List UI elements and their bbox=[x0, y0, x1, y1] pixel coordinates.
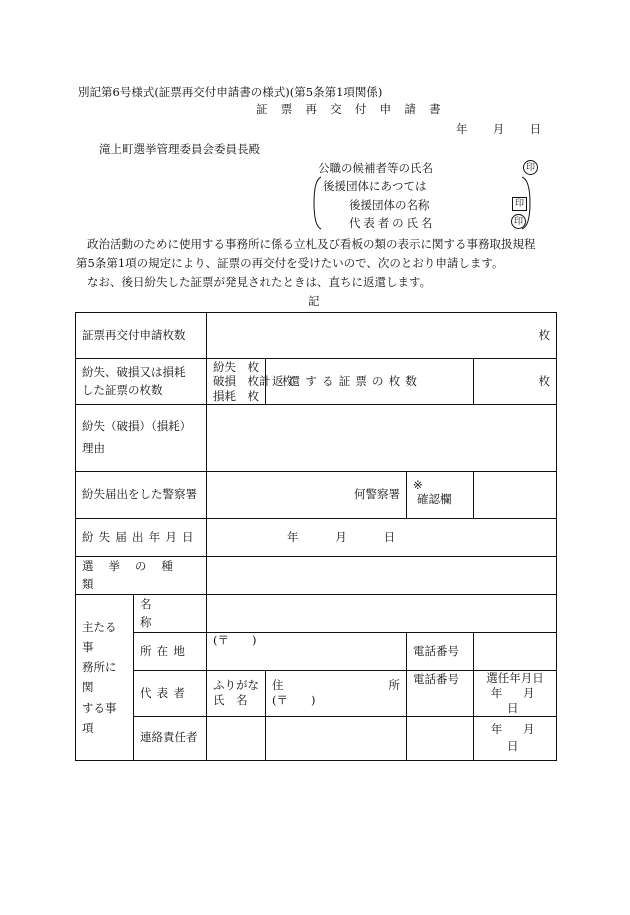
address-label bbox=[272, 678, 400, 693]
representative-address-field[interactable] bbox=[266, 671, 407, 717]
group-name-label: 後援団体の名称 bbox=[349, 198, 430, 212]
contact-person-phone-field[interactable] bbox=[407, 716, 474, 760]
unit-label: 枚 bbox=[538, 327, 550, 342]
contact-person-label: 連絡責任者 bbox=[134, 716, 207, 760]
seal-mark: 印 bbox=[523, 160, 538, 175]
location-field[interactable] bbox=[207, 633, 407, 671]
main-office-label bbox=[76, 595, 134, 761]
contact-date-value: 年 月 日 bbox=[490, 721, 556, 754]
loss-count: 紛失 枚 bbox=[213, 359, 259, 374]
representative-name-label: 代表者の氏名 bbox=[349, 216, 436, 230]
support-group-intro: 後援団体にあつては bbox=[323, 179, 427, 193]
form-reference: 別記第6号様式(証票再交付申請書の様式)(第5条第1項関係) bbox=[78, 85, 383, 99]
addressee: 滝上町選挙管理委員会委員長殿 bbox=[99, 142, 260, 156]
police-station-label: 紛失届出をした警察署 bbox=[76, 472, 207, 519]
confirm-label bbox=[407, 472, 474, 519]
police-station-field[interactable] bbox=[207, 472, 407, 519]
lost-count-label-line: した証票の枚数 bbox=[82, 382, 163, 397]
reason-label-line: 紛失（破損）（損耗） bbox=[82, 419, 192, 434]
return-count-label: 返還する証票の枚数 bbox=[266, 359, 474, 405]
location-phone-field[interactable] bbox=[474, 633, 557, 671]
full-name-label: 氏 名 bbox=[213, 693, 248, 708]
representative-name-field[interactable] bbox=[207, 671, 266, 717]
note-mark: ※ bbox=[413, 478, 423, 493]
wear-count: 損耗 枚 bbox=[213, 388, 259, 403]
location-label: 所在地 bbox=[134, 633, 207, 671]
election-type-field[interactable] bbox=[207, 557, 557, 595]
bracket-left bbox=[313, 176, 323, 230]
report-date-field[interactable] bbox=[207, 519, 557, 557]
lost-breakdown-field[interactable] bbox=[207, 359, 294, 405]
address-label-char: 所 bbox=[388, 678, 400, 693]
confirm-label-text: 確認欄 bbox=[417, 492, 452, 506]
seal-mark: 印 bbox=[511, 214, 526, 229]
confirm-field[interactable] bbox=[474, 472, 557, 519]
appointment-date-field[interactable] bbox=[474, 671, 557, 717]
appointment-date-value: 年 月 日 bbox=[490, 685, 556, 715]
reissue-count-field[interactable] bbox=[207, 313, 557, 359]
reason-field[interactable] bbox=[207, 405, 557, 472]
address-label-char: 住 bbox=[272, 678, 284, 693]
body-paragraph-line: 政治活動のために使用する事務所に係る立札及び看板の類の表示に関する事務取扱規程 bbox=[87, 237, 536, 251]
ki-heading: 記 bbox=[308, 294, 320, 308]
office-name-label: 名称 bbox=[134, 595, 207, 633]
furigana-label: ふりがな bbox=[213, 678, 259, 693]
police-station-suffix: 何警察署 bbox=[354, 487, 400, 502]
contact-person-name-field[interactable] bbox=[207, 716, 266, 760]
report-date-label: 紛失届出年月日 bbox=[76, 519, 207, 557]
reason-label bbox=[76, 405, 207, 472]
postal-code-field: (〒 ) bbox=[213, 633, 257, 647]
office-name-field[interactable] bbox=[207, 595, 557, 633]
reason-label-line: 理由 bbox=[82, 441, 105, 455]
body-paragraph-line: 第5条第1項の規定により、証票の再交付を受けたいので、次のとおり申請します。 bbox=[76, 256, 504, 270]
appointment-date-label: 選任年月日 bbox=[486, 671, 544, 685]
contact-person-field[interactable] bbox=[266, 716, 407, 760]
reissue-count-label: 証票再交付申請枚数 bbox=[76, 313, 207, 359]
return-count-field[interactable] bbox=[474, 359, 557, 405]
main-office-label-line: 主たる事 bbox=[82, 620, 117, 655]
lost-count-label-line: 紛失、破損又は損耗 bbox=[82, 364, 186, 379]
location-phone-label: 電話番号 bbox=[407, 633, 474, 671]
postal-code-field: (〒 ) bbox=[272, 693, 316, 708]
election-type-label: 選挙の種類 bbox=[76, 557, 207, 595]
date-line: 年 月 日 bbox=[456, 122, 548, 136]
contact-date-field[interactable] bbox=[474, 716, 557, 760]
main-office-label-line: 務所に関 bbox=[82, 660, 117, 695]
representative-phone-label: 電話番号 bbox=[407, 671, 474, 717]
damage-count: 破損 枚計 枚 bbox=[213, 374, 294, 389]
document-title: 証票再交付申請書 bbox=[256, 102, 454, 116]
unit-label: 枚 bbox=[538, 373, 550, 388]
representative-label: 代表者 bbox=[134, 671, 207, 717]
report-date-value: 年 月 日 bbox=[287, 529, 408, 544]
seal-mark: 印 bbox=[512, 197, 527, 211]
lost-count-label bbox=[76, 359, 207, 405]
candidate-name-label: 公職の候補者等の氏名 bbox=[318, 161, 433, 175]
application-table bbox=[75, 312, 557, 761]
body-paragraph-line: なお、後日紛失した証票が発見されたときは、直ちに返還します。 bbox=[87, 275, 432, 289]
main-office-label-line: する事項 bbox=[82, 700, 117, 735]
